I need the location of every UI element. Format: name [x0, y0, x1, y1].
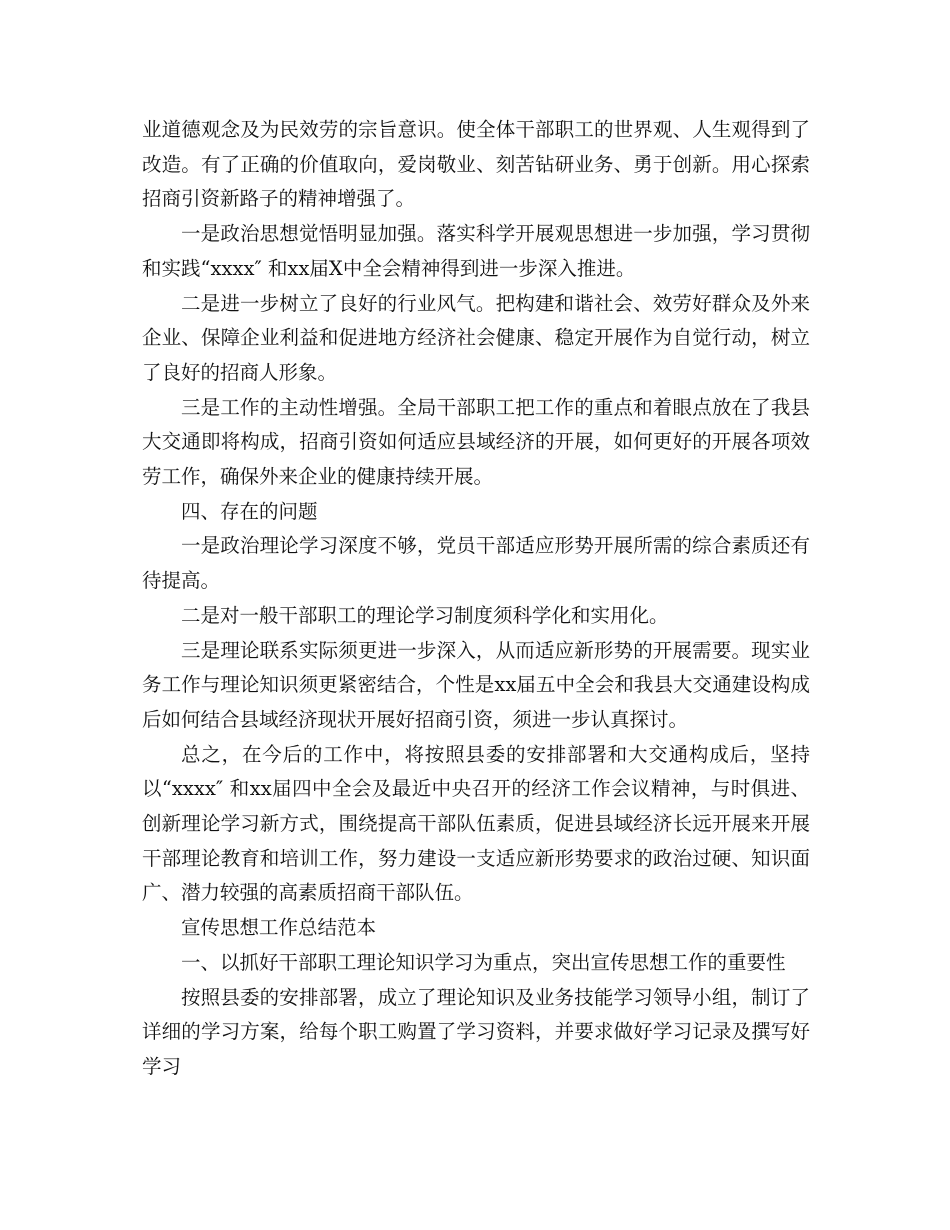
- paragraph: 三是理论联系实际须更进一步深入，从而适应新形势的开展需要。现实业务工作与理论知识须更紧密结合，个性是xx届五中全会和我县大交通建设构成后如何结合县域经济现状开展好招商引资，须进一步认真探讨。: [142, 638, 810, 731]
- paragraph: 二是进一步树立了良好的行业风气。把构建和谐社会、效劳好群众及外来企业、保障企业利益和促进地方经济社会健康、稳定开展作为自觉行动，树立了良好的招商人形象。: [142, 291, 810, 384]
- paragraph: 一是政治理论学习深度不够，党员干部适应形势开展所需的综合素质还有待提高。: [142, 534, 810, 593]
- document-title: 宣传思想工作总结范本: [181, 916, 377, 940]
- section-heading: 一、以抓好干部职工理论知识学习为重点，突出宣传思想工作的重要性: [181, 950, 786, 974]
- section-heading: 四、存在的问题: [181, 499, 318, 523]
- paragraph: 一是政治思想觉悟明显加强。落实科学开展观思想进一步加强，学习贯彻和实践“xxxx″ 和xx届X中全会精神得到进一步深入推进。: [142, 222, 810, 280]
- paragraph: 业道德观念及为民效劳的宗旨意识。使全体干部职工的世界观、人生观得到了改造。有了正确的价值取向，爱岗敬业、刻苦钻研业务、勇于创新。用心探索招商引资新路子的精神增强了。: [142, 118, 810, 211]
- paragraph: 二是对一般干部职工的理论学习制度须科学化和实用化。: [181, 603, 669, 627]
- paragraph: 总之，在今后的工作中，将按照县委的安排部署和大交通构成后，坚持以“xxxx″ 和xx届四中全会及最近中央召开的经济工作会议精神，与时俱进、创新理论学习新方式，围绕提高干部队伍素质，促进县域经济长远开展来开展干部理论教育和培训工作，努力建设一支适应新形势要求的政治过硬、知识面广、潜力较强的高素质招商干部队伍。: [142, 742, 810, 905]
- paragraph: 按照县委的安排部署，成立了理论知识及业务技能学习领导小组，制订了详细的学习方案，给每个职工购置了学习资料，并要求做好学习记录及撰写好学习: [142, 985, 810, 1078]
- paragraph: 三是工作的主动性增强。全局干部职工把工作的重点和着眼点放在了我县大交通即将构成，招商引资如何适应县域经济的开展，如何更好的开展各项效劳工作，确保外来企业的健康持续开展。: [142, 395, 810, 489]
- document-body: [142, 113, 810, 1085]
